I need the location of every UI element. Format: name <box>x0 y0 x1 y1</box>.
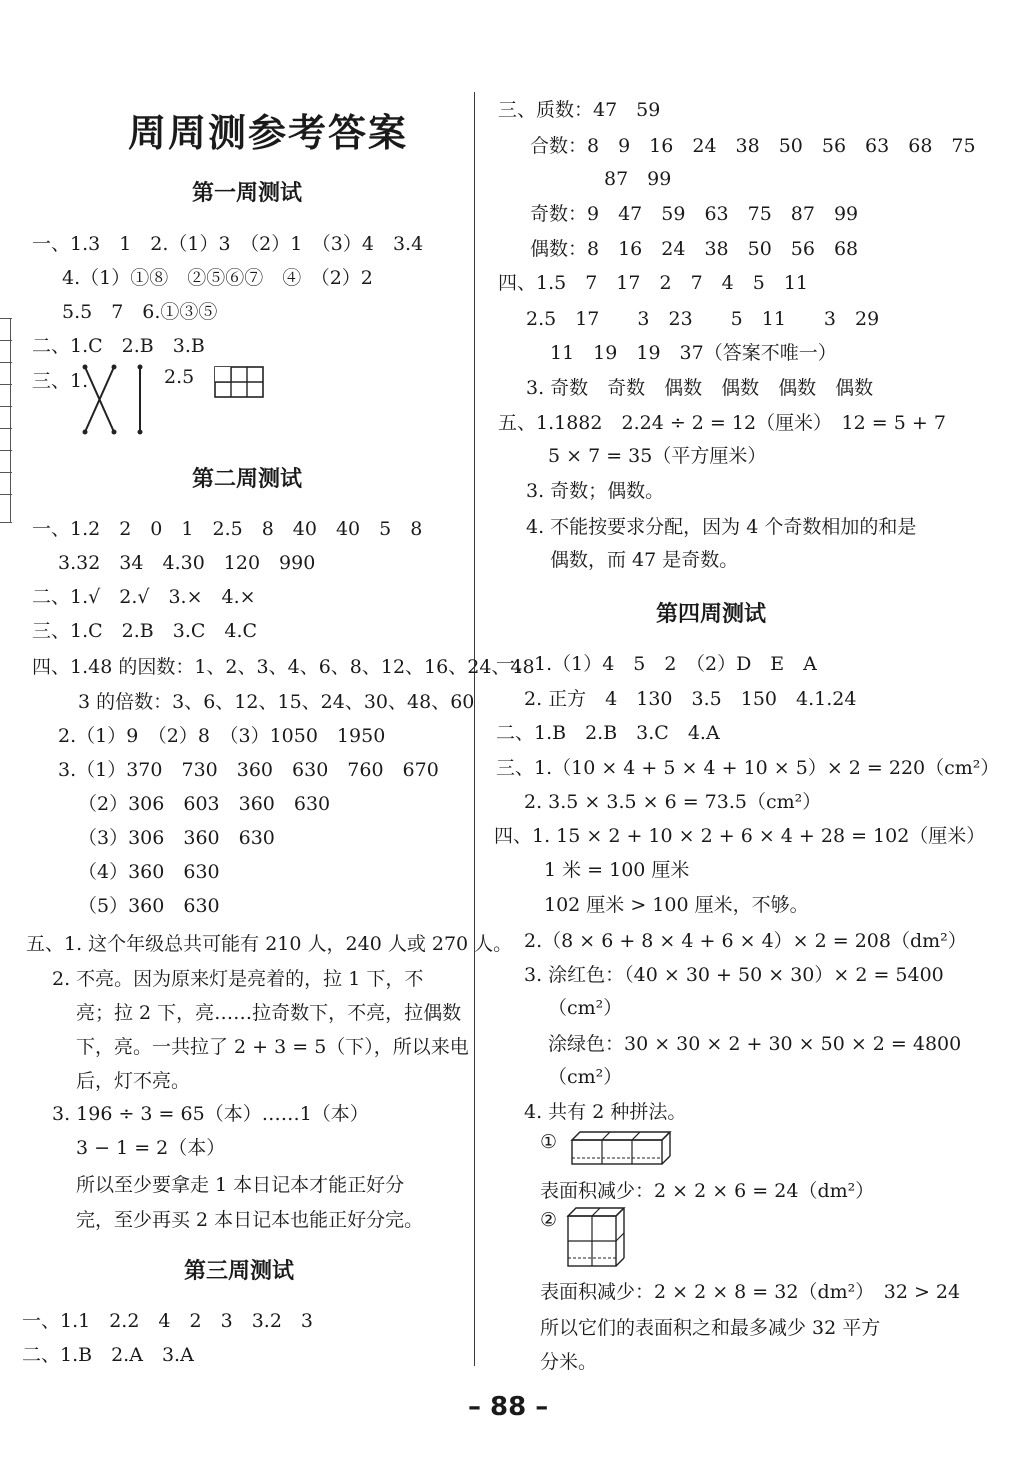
answer-line: （3）306 360 630 <box>78 827 275 849</box>
answer-line: 3 − 1 = 2（本） <box>76 1137 226 1159</box>
answer-line: 一、1.1 2.2 4 2 3 3.2 3 <box>22 1310 314 1332</box>
answer-line: 二、1.B 2.A 3.A <box>22 1344 194 1366</box>
answer-line: （2）306 603 360 630 <box>78 793 331 815</box>
answer-line: 二、1.√ 2.√ 3.× 4.× <box>32 586 256 608</box>
answer-line: 所以它们的表面积之和最多减少 32 平方 <box>540 1317 881 1339</box>
cuboid-row-figure <box>570 1130 672 1166</box>
answer-line: 一、1.3 1 2.（1）3 （2）1 （3）4 3.4 <box>32 233 424 255</box>
answer-line: 3.32 34 4.30 120 990 <box>58 552 316 574</box>
answer-line: 偶数：8 16 24 38 50 56 68 <box>530 238 859 260</box>
answer-line: 5 × 7 = 35（平方厘米） <box>548 445 767 467</box>
answer-line: 所以至少要拿走 1 本日记本才能正好分 <box>76 1174 405 1196</box>
answer-line: ② <box>540 1209 558 1231</box>
answer-line: 4.（1）①⑧ ②⑤⑥⑦ ④ （2）2 <box>62 267 373 289</box>
answer-line: 3. 奇数；偶数。 <box>526 480 665 502</box>
answer-line: 涂绿色：30 × 30 × 2 + 30 × 50 × 2 = 4800 <box>548 1033 962 1055</box>
answer-line: 下，亮。一共拉了 2 + 3 = 5（下），所以来电 <box>76 1036 469 1058</box>
grid-squares-figure <box>214 366 266 400</box>
answer-line: 1 米 = 100 厘米 <box>544 859 690 881</box>
week4-heading: 第四周测试 <box>656 601 767 627</box>
answer-line: 二、1.B 2.B 3.C 4.A <box>496 722 720 744</box>
answer-line: 3.（1）370 730 360 630 760 670 <box>58 759 439 781</box>
answer-line: 三、1.（10 × 4 + 5 × 4 + 10 × 5）× 2 = 220（cm²） <box>496 757 1000 779</box>
answer-line: 4. 共有 2 种拼法。 <box>524 1101 687 1123</box>
week1-heading: 第一周测试 <box>192 180 303 206</box>
answer-line: 3 的倍数：3、6、12、15、24、30、48、60 <box>78 691 475 713</box>
answer-line: 奇数：9 47 59 63 75 87 99 <box>530 203 859 225</box>
answer-line: 分米。 <box>540 1351 598 1373</box>
answer-line: （cm²） <box>548 997 623 1019</box>
answer-line: 四、1. 15 × 2 + 10 × 2 + 6 × 4 + 28 = 102（厘米） <box>494 825 986 847</box>
column-divider <box>474 92 475 1366</box>
answer-line: 3. 涂红色：（40 × 30 + 50 × 30）× 2 = 5400 <box>524 964 944 986</box>
answer-line: 5.5 7 6.①③⑤ <box>62 301 218 323</box>
week3-heading: 第三周测试 <box>184 1258 295 1284</box>
cuboid-stack-figure <box>566 1206 626 1268</box>
answer-line: 三、1. <box>32 370 89 392</box>
answer-line: 偶数，而 47 是奇数。 <box>550 549 739 571</box>
answer-line: ① <box>540 1131 558 1153</box>
answer-line: 合数：8 9 16 24 38 50 56 63 68 75 <box>530 135 976 157</box>
answer-line: （5）360 630 <box>78 895 220 917</box>
answer-line: 3. 196 ÷ 3 = 65（本）……1（本） <box>52 1103 369 1125</box>
answer-line: 四、1.48 的因数：1、2、3、4、6、8、12、16、24、48 <box>32 656 535 678</box>
answer-line: 五、1. 这个年级总共可能有 210 人，240 人或 270 人。 <box>26 933 513 955</box>
answer-line: 3. 奇数 奇数 偶数 偶数 偶数 偶数 <box>526 377 874 399</box>
answer-line: 三、质数：47 59 <box>498 99 661 121</box>
answer-line: （4）360 630 <box>78 861 220 883</box>
answer-line: 2.5 <box>164 366 195 388</box>
matching-lines-figure <box>82 364 146 436</box>
answer-line: 102 厘米 > 100 厘米，不够。 <box>544 894 809 916</box>
answer-line: 87 99 <box>604 168 672 190</box>
answer-line: 4. 不能按要求分配，因为 4 个奇数相加的和是 <box>526 516 917 538</box>
week2-heading: 第二周测试 <box>192 466 303 492</box>
answer-line: 11 19 19 37（答案不唯一） <box>550 342 837 364</box>
answer-line: 2.（1）9 （2）8 （3）1050 1950 <box>58 725 386 747</box>
answer-line: 完，至少再买 2 本日记本也能正好分完。 <box>76 1209 424 1231</box>
answer-line: 后，灯不亮。 <box>76 1070 191 1092</box>
answer-line: 一、1.2 2 0 1 2.5 8 40 40 5 8 <box>32 518 423 540</box>
answer-line: 四、1.5 7 17 2 7 4 5 11 <box>498 272 809 294</box>
answer-line: 二、1.C 2.B 3.B <box>32 335 205 357</box>
answer-line: 2.5 17 3 23 5 11 3 29 <box>526 308 880 330</box>
answer-line: 2. 不亮。因为原来灯是亮着的，拉 1 下，不 <box>52 968 424 990</box>
answer-line: 五、1.1882 2.24 ÷ 2 = 12（厘米） 12 = 5 + 7 <box>498 412 946 434</box>
answer-line: （cm²） <box>548 1066 623 1088</box>
answer-line: 表面积减少：2 × 2 × 6 = 24（dm²） <box>540 1180 875 1202</box>
answer-line: 亮；拉 2 下，亮……拉奇数下，不亮，拉偶数 <box>76 1002 462 1024</box>
answer-line: 2. 3.5 × 3.5 × 6 = 73.5（cm²） <box>524 791 822 813</box>
answer-line: 2.（8 × 6 + 8 × 4 + 6 × 4）× 2 = 208（dm²） <box>524 930 967 952</box>
page-number: – 88 – <box>468 1392 549 1422</box>
answer-line: 一、1.（1）4 5 2 （2）D E A <box>496 653 817 675</box>
answer-line: 2. 正方 4 130 3.5 150 4.1.24 <box>524 688 857 710</box>
page-title: 周周测参考答案 <box>128 110 409 155</box>
answer-line: 表面积减少：2 × 2 × 8 = 32（dm²） 32 > 24 <box>540 1281 961 1303</box>
answer-line: 三、1.C 2.B 3.C 4.C <box>32 620 258 642</box>
